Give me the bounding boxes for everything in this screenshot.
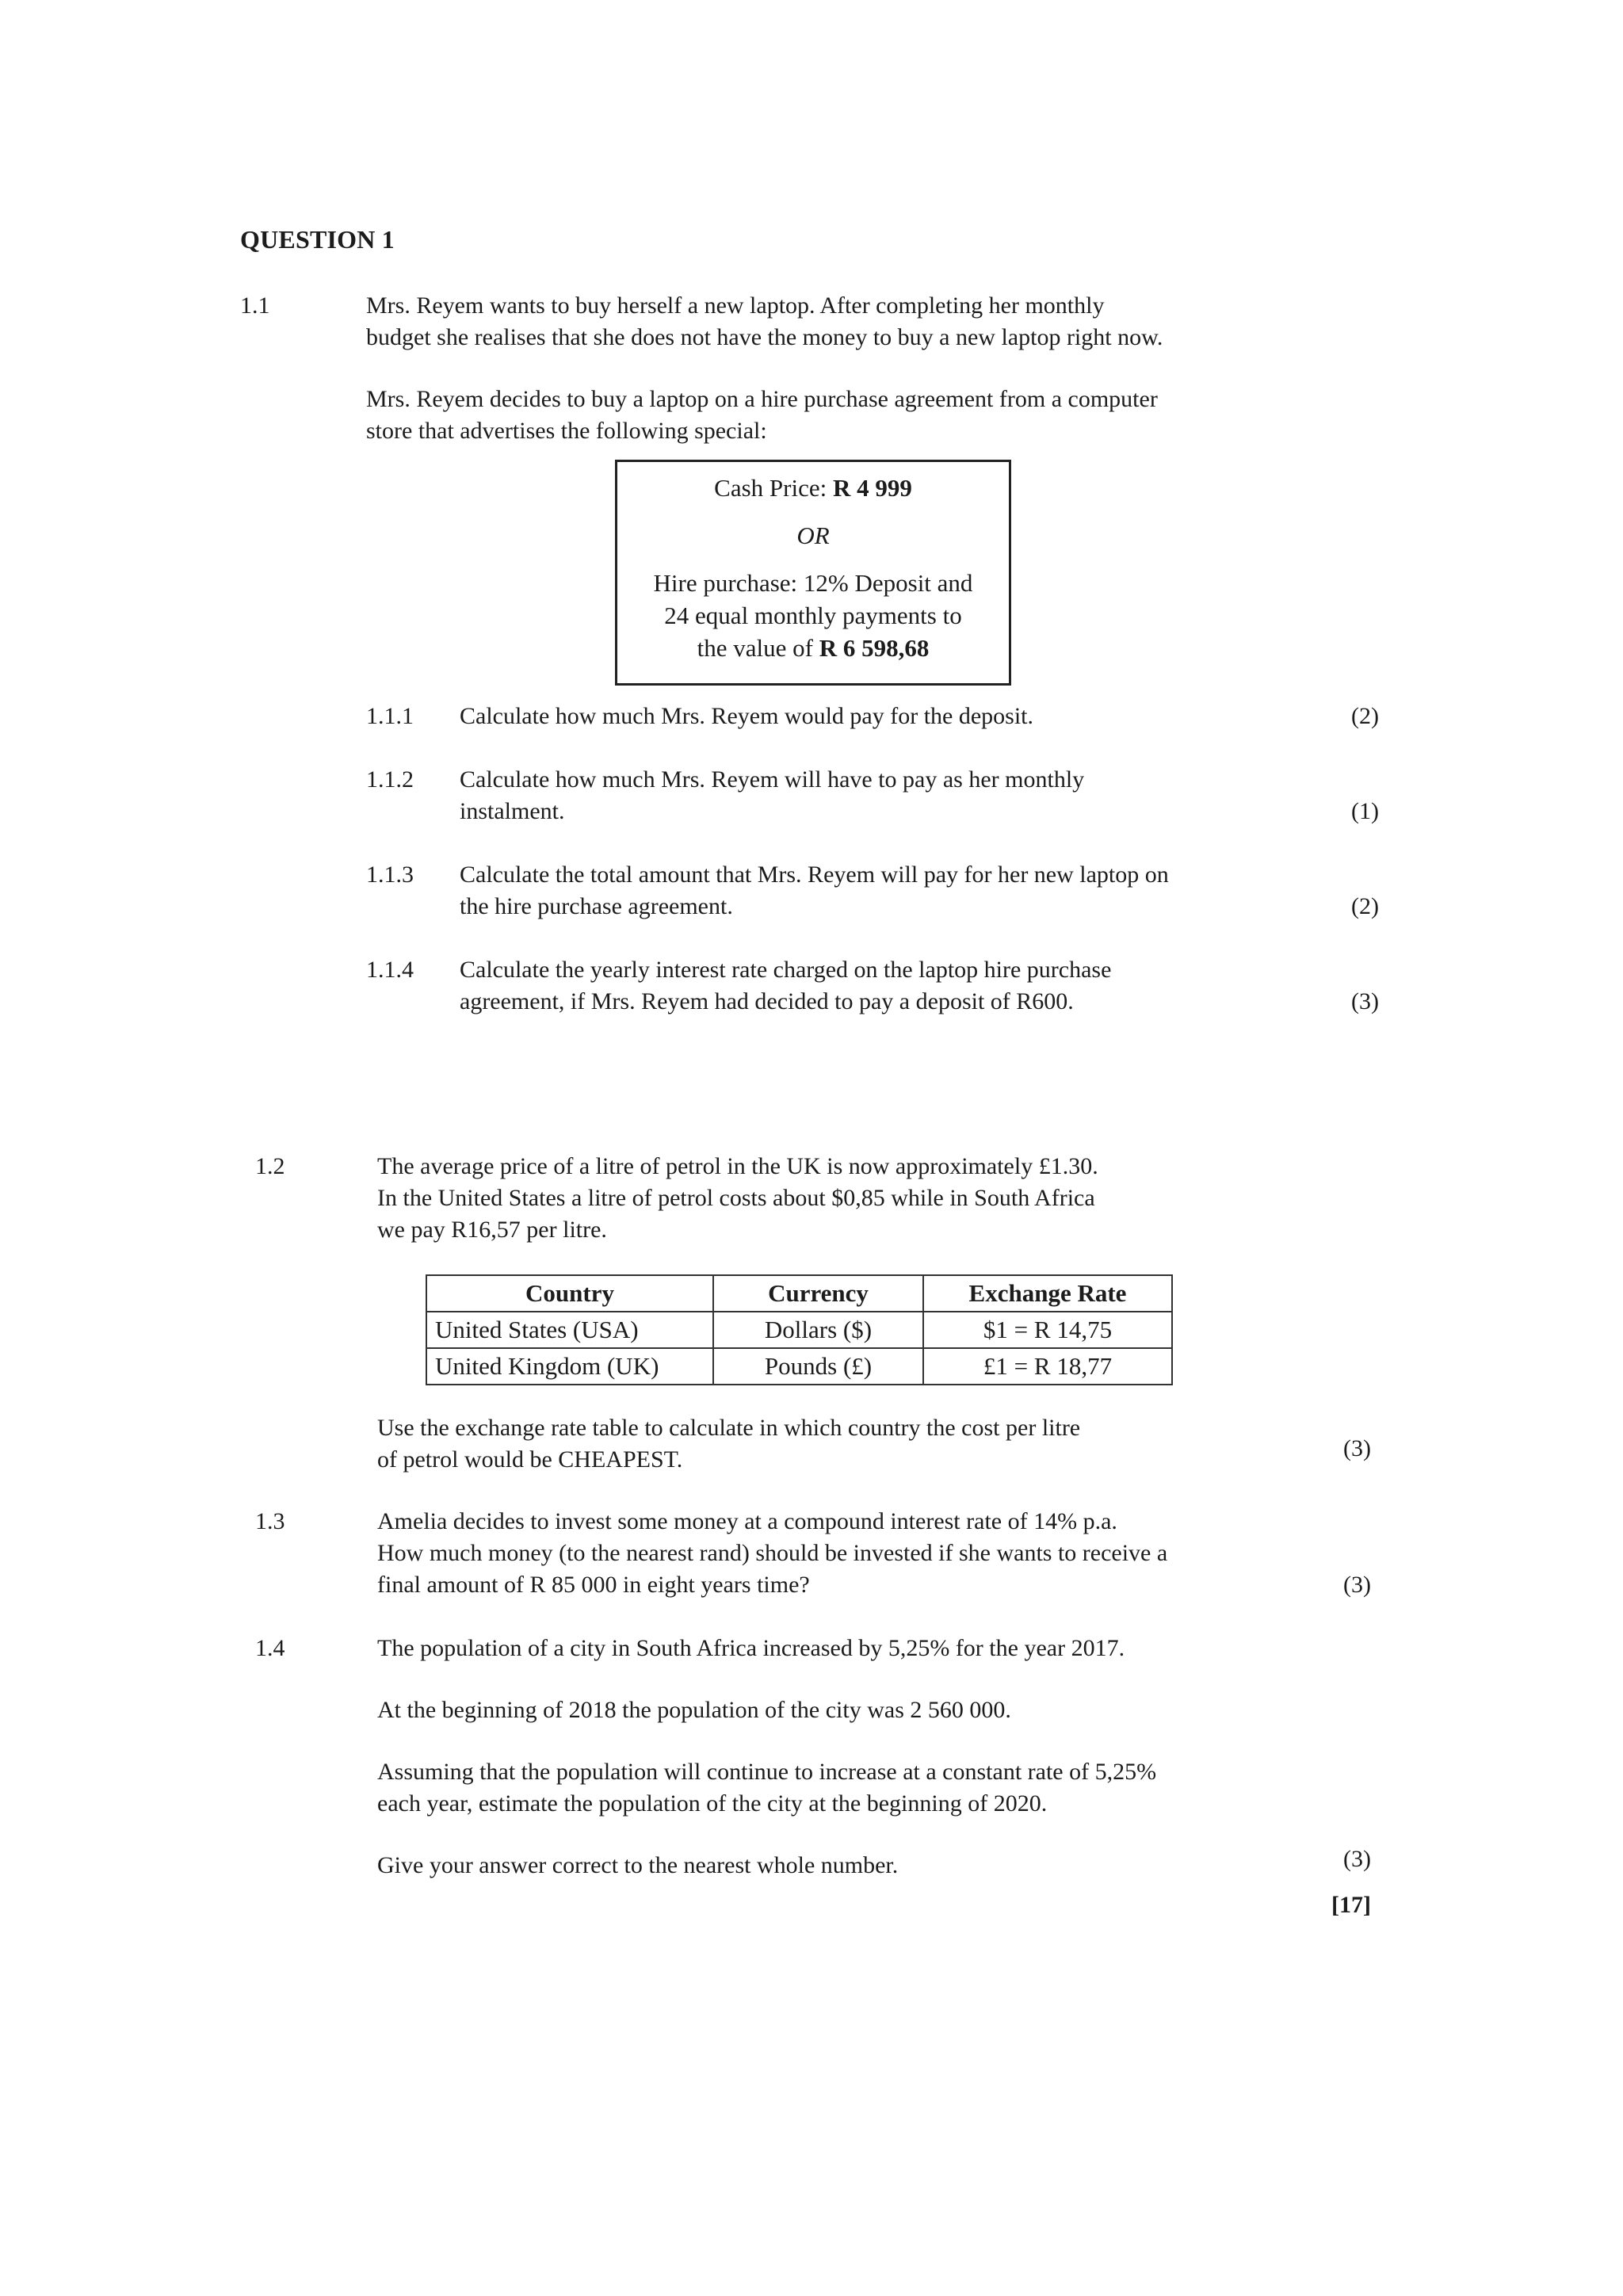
column-header-country: Country — [426, 1275, 713, 1312]
hire-purchase-value: R 6 598,68 — [819, 634, 930, 662]
q1-1-paragraph-2: Mrs. Reyem decides to buy a laptop on a hire purchase agreement from a computer store that advertises the following special: — [366, 386, 1158, 444]
q1-2-intro: The average price of a litre of petrol in the UK is now approximately £1.30. In the United States a litre of petrol costs about $0,85 while in South Africa we pay R16,57 per litre. — [377, 1153, 1098, 1243]
cash-price-label: Cash Price: — [714, 474, 833, 502]
sub-question-text: Calculate the yearly interest rate charged on the laptop hire purchase agreement, if Mrs. Reyem had decided to pay a deposit of R600. — [460, 957, 1112, 1014]
sub-question-text: Calculate the total amount that Mrs. Reyem will pay for her new laptop on the hire purchase agreement. — [460, 861, 1169, 919]
question-number-1-2: 1.2 — [255, 1153, 285, 1179]
column-header-currency: Currency — [713, 1275, 923, 1312]
marks-label: (3) — [1343, 1435, 1371, 1461]
sub-question-number: 1.1.1 — [366, 703, 414, 729]
marks-label: (1) — [1351, 798, 1379, 824]
sub-question-number: 1.1.4 — [366, 957, 414, 983]
table-row — [426, 1348, 1172, 1385]
question-number-1-4: 1.4 — [255, 1635, 285, 1661]
question-number-1-3: 1.3 — [255, 1508, 285, 1534]
question-number-1-1: 1.1 — [240, 292, 270, 319]
q1-2-question: Use the exchange rate table to calculate in which country the cost per litre of petrol would be CHEAPEST. — [377, 1415, 1081, 1473]
hire-purchase-special-box — [615, 460, 1011, 686]
hire-purchase-line-1: Hire purchase: 12% Deposit and — [653, 569, 973, 597]
q1-4-paragraph-4: Give your answer correct to the nearest whole number. — [377, 1852, 899, 1878]
total-marks: [17] — [1331, 1892, 1371, 1918]
q1-4-paragraph-1: The population of a city in South Africa increased by 5,25% for the year 2017. — [377, 1635, 1125, 1661]
cash-price-line — [617, 472, 1009, 504]
table-cell-country: United Kingdom (UK) — [426, 1348, 713, 1385]
marks-label: (3) — [1343, 1846, 1371, 1872]
q1-3-text: Amelia decides to invest some money at a compound interest rate of 14% p.a. How much money (to the nearest rand) should be invested if she wants to receive a final amount of R 85 000 in eight years time? — [377, 1508, 1168, 1598]
hire-purchase-line-2: 24 equal monthly payments to — [664, 602, 962, 629]
q1-1-paragraph-1: Mrs. Reyem wants to buy herself a new laptop. After completing her monthly budget she realises that she does not have the money to buy a new laptop right now. — [366, 292, 1163, 350]
exchange-rate-table — [426, 1274, 1173, 1385]
marks-label: (3) — [1351, 988, 1379, 1014]
marks-label: (3) — [1343, 1572, 1371, 1598]
table-cell-exchange-rate: £1 = R 18,77 — [923, 1348, 1172, 1385]
table-row — [426, 1312, 1172, 1348]
sub-question-number: 1.1.2 — [366, 766, 414, 793]
table-cell-country: United States (USA) — [426, 1312, 713, 1348]
marks-label: (2) — [1351, 893, 1379, 919]
q1-4-paragraph-2: At the beginning of 2018 the population of the city was 2 560 000. — [377, 1697, 1011, 1723]
sub-question-text: Calculate how much Mrs. Reyem would pay for the deposit. — [460, 703, 1034, 729]
column-header-exchange-rate: Exchange Rate — [923, 1275, 1172, 1312]
marks-label: (2) — [1351, 703, 1379, 729]
sub-question-text: Calculate how much Mrs. Reyem will have to pay as her monthly instalment. — [460, 766, 1085, 824]
table-header-row — [426, 1275, 1172, 1312]
hire-purchase-line-3 — [617, 632, 1009, 664]
table-cell-currency: Pounds (£) — [713, 1348, 923, 1385]
question-heading: QUESTION 1 — [240, 225, 395, 254]
q1-4-paragraph-3: Assuming that the population will continue to increase at a constant rate of 5,25% each year, estimate the population of the city at the beginning of 2020. — [377, 1759, 1157, 1817]
or-label: OR — [796, 521, 830, 549]
table-cell-exchange-rate: $1 = R 14,75 — [923, 1312, 1172, 1348]
sub-question-number: 1.1.3 — [366, 861, 414, 888]
hire-purchase-prefix: the value of — [697, 634, 819, 662]
table-cell-currency: Dollars ($) — [713, 1312, 923, 1348]
cash-price-value: R 4 999 — [832, 474, 912, 502]
